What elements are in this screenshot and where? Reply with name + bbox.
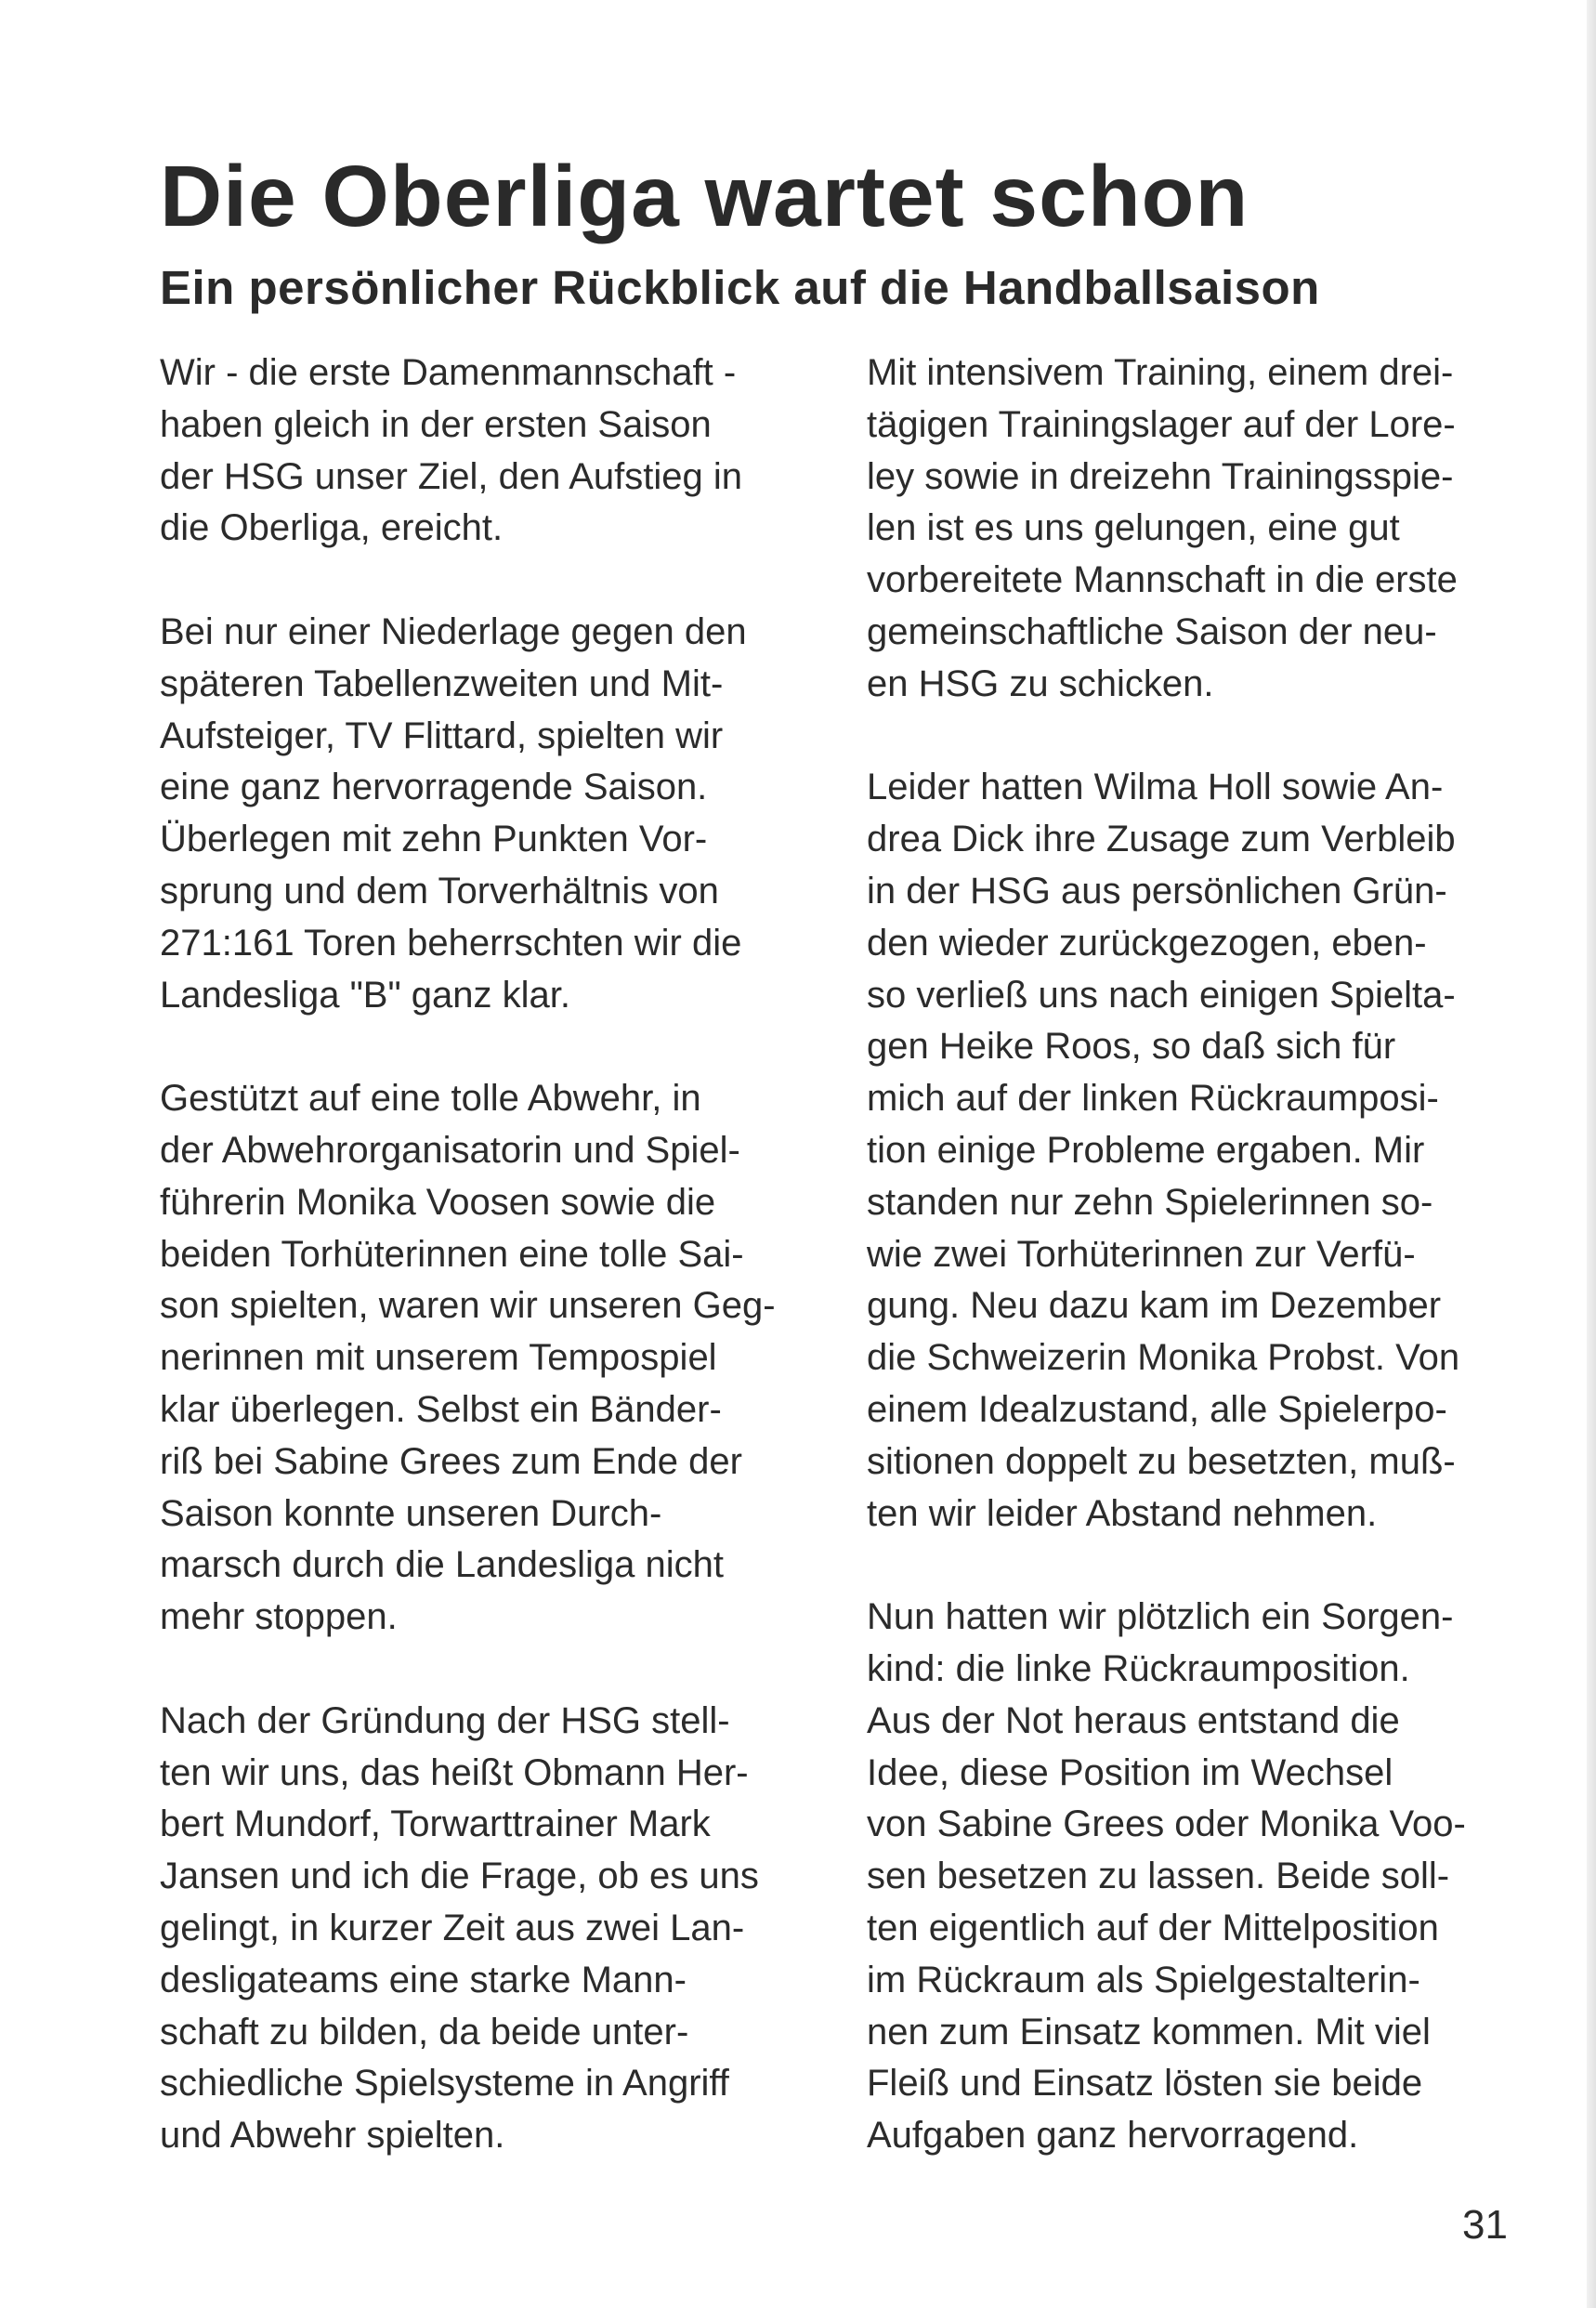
- article-title: Die Oberliga wartet schon: [160, 148, 1249, 244]
- right-column: [867, 348, 1522, 2162]
- paragraph: Gestützt auf eine tolle Abwehr, in der Abwehrorganisatorin und Spiel- führerin Monika Voosen sowie die beiden Torhüterinnen eine tolle Sai- son spielten, waren wir unseren Geg- nerinnen mit unserem Tempospiel klar überlegen. Selbst ein Bänder- riß bei Sabine Grees zum Ende der Saison konnte unseren Durch- marsch durch die Landesliga nicht mehr stoppen.: [160, 1078, 776, 1638]
- page-number: 31: [1462, 2202, 1508, 2248]
- left-column: [160, 348, 810, 2162]
- paragraph: Nach der Gründung der HSG stell- ten wir uns, das heißt Obmann Her- bert Mundorf, Torwarttrainer Mark Jansen und ich die Frage, ob es uns gelingt, in kurzer Zeit aus zwei Lan- desligateams eine starke Mann- schaft zu bilden, da beide unter- schiedliche Spielsysteme in Angriff und Abwehr spielten.: [160, 1699, 759, 2157]
- paragraph: Mit intensivem Training, einem drei- tägigen Trainingslager auf der Lore- ley sowie in dreizehn Trainingsspie- len ist es uns gelungen, eine gut vorbereitete Mannschaft in die erste gemeinschaftliche Saison der neu- en HSG zu schicken.: [867, 352, 1458, 704]
- paragraph: Leider hatten Wilma Holl sowie An- drea Dick ihre Zusage zum Verbleib in der HSG aus persönlichen Grün- den wieder zurückgezogen, eben- so verließ uns nach einigen Spielta- gen Heike Roos, so daß sich für mich auf der linken Rückraumposi- tion einige Probleme ergaben. Mir standen nur zehn Spielerinnen so- wie zwei Torhüterinnen zur Verfü- gung. Neu dazu kam im Dezember die Schweizerin Monika Probst. Von einem Idealzustand, alle Spielerpo- sitionen doppelt zu besetzten, muß- ten wir leider Abstand nehmen.: [867, 767, 1460, 1534]
- article-subtitle: Ein persönlicher Rückblick auf die Handballsaison: [160, 261, 1320, 314]
- paragraph: Wir - die erste Damenmannschaft - haben gleich in der ersten Saison der HSG unser Ziel, den Aufstieg in die Oberliga, ereicht.: [160, 352, 742, 549]
- paragraph: Bei nur einer Niederlage gegen den späteren Tabellenzweiten und Mit- Aufsteiger, TV Flittard, spielten wir eine ganz hervorragende Saison. Überlegen mit zehn Punkten Vor- sprung und dem Torverhältnis von 271:161 Toren beherrschten wir die Landesliga "B" ganz klar.: [160, 610, 747, 1016]
- page-edge: [1587, 0, 1596, 2308]
- paragraph: Nun hatten wir plötzlich ein Sorgen- kind: die linke Rückraumposition. Aus der Not heraus entstand die Idee, diese Position im Wechsel von Sabine Grees oder Monika Voo- sen besetzen zu lassen. Beide soll- ten eigentlich auf der Mittelposition im Rückraum als Spielgestalterin- nen zum Einsatz kommen. Mit viel Fleiß und Einsatz lösten sie beide Aufgaben ganz hervorragend.: [867, 1596, 1466, 2157]
